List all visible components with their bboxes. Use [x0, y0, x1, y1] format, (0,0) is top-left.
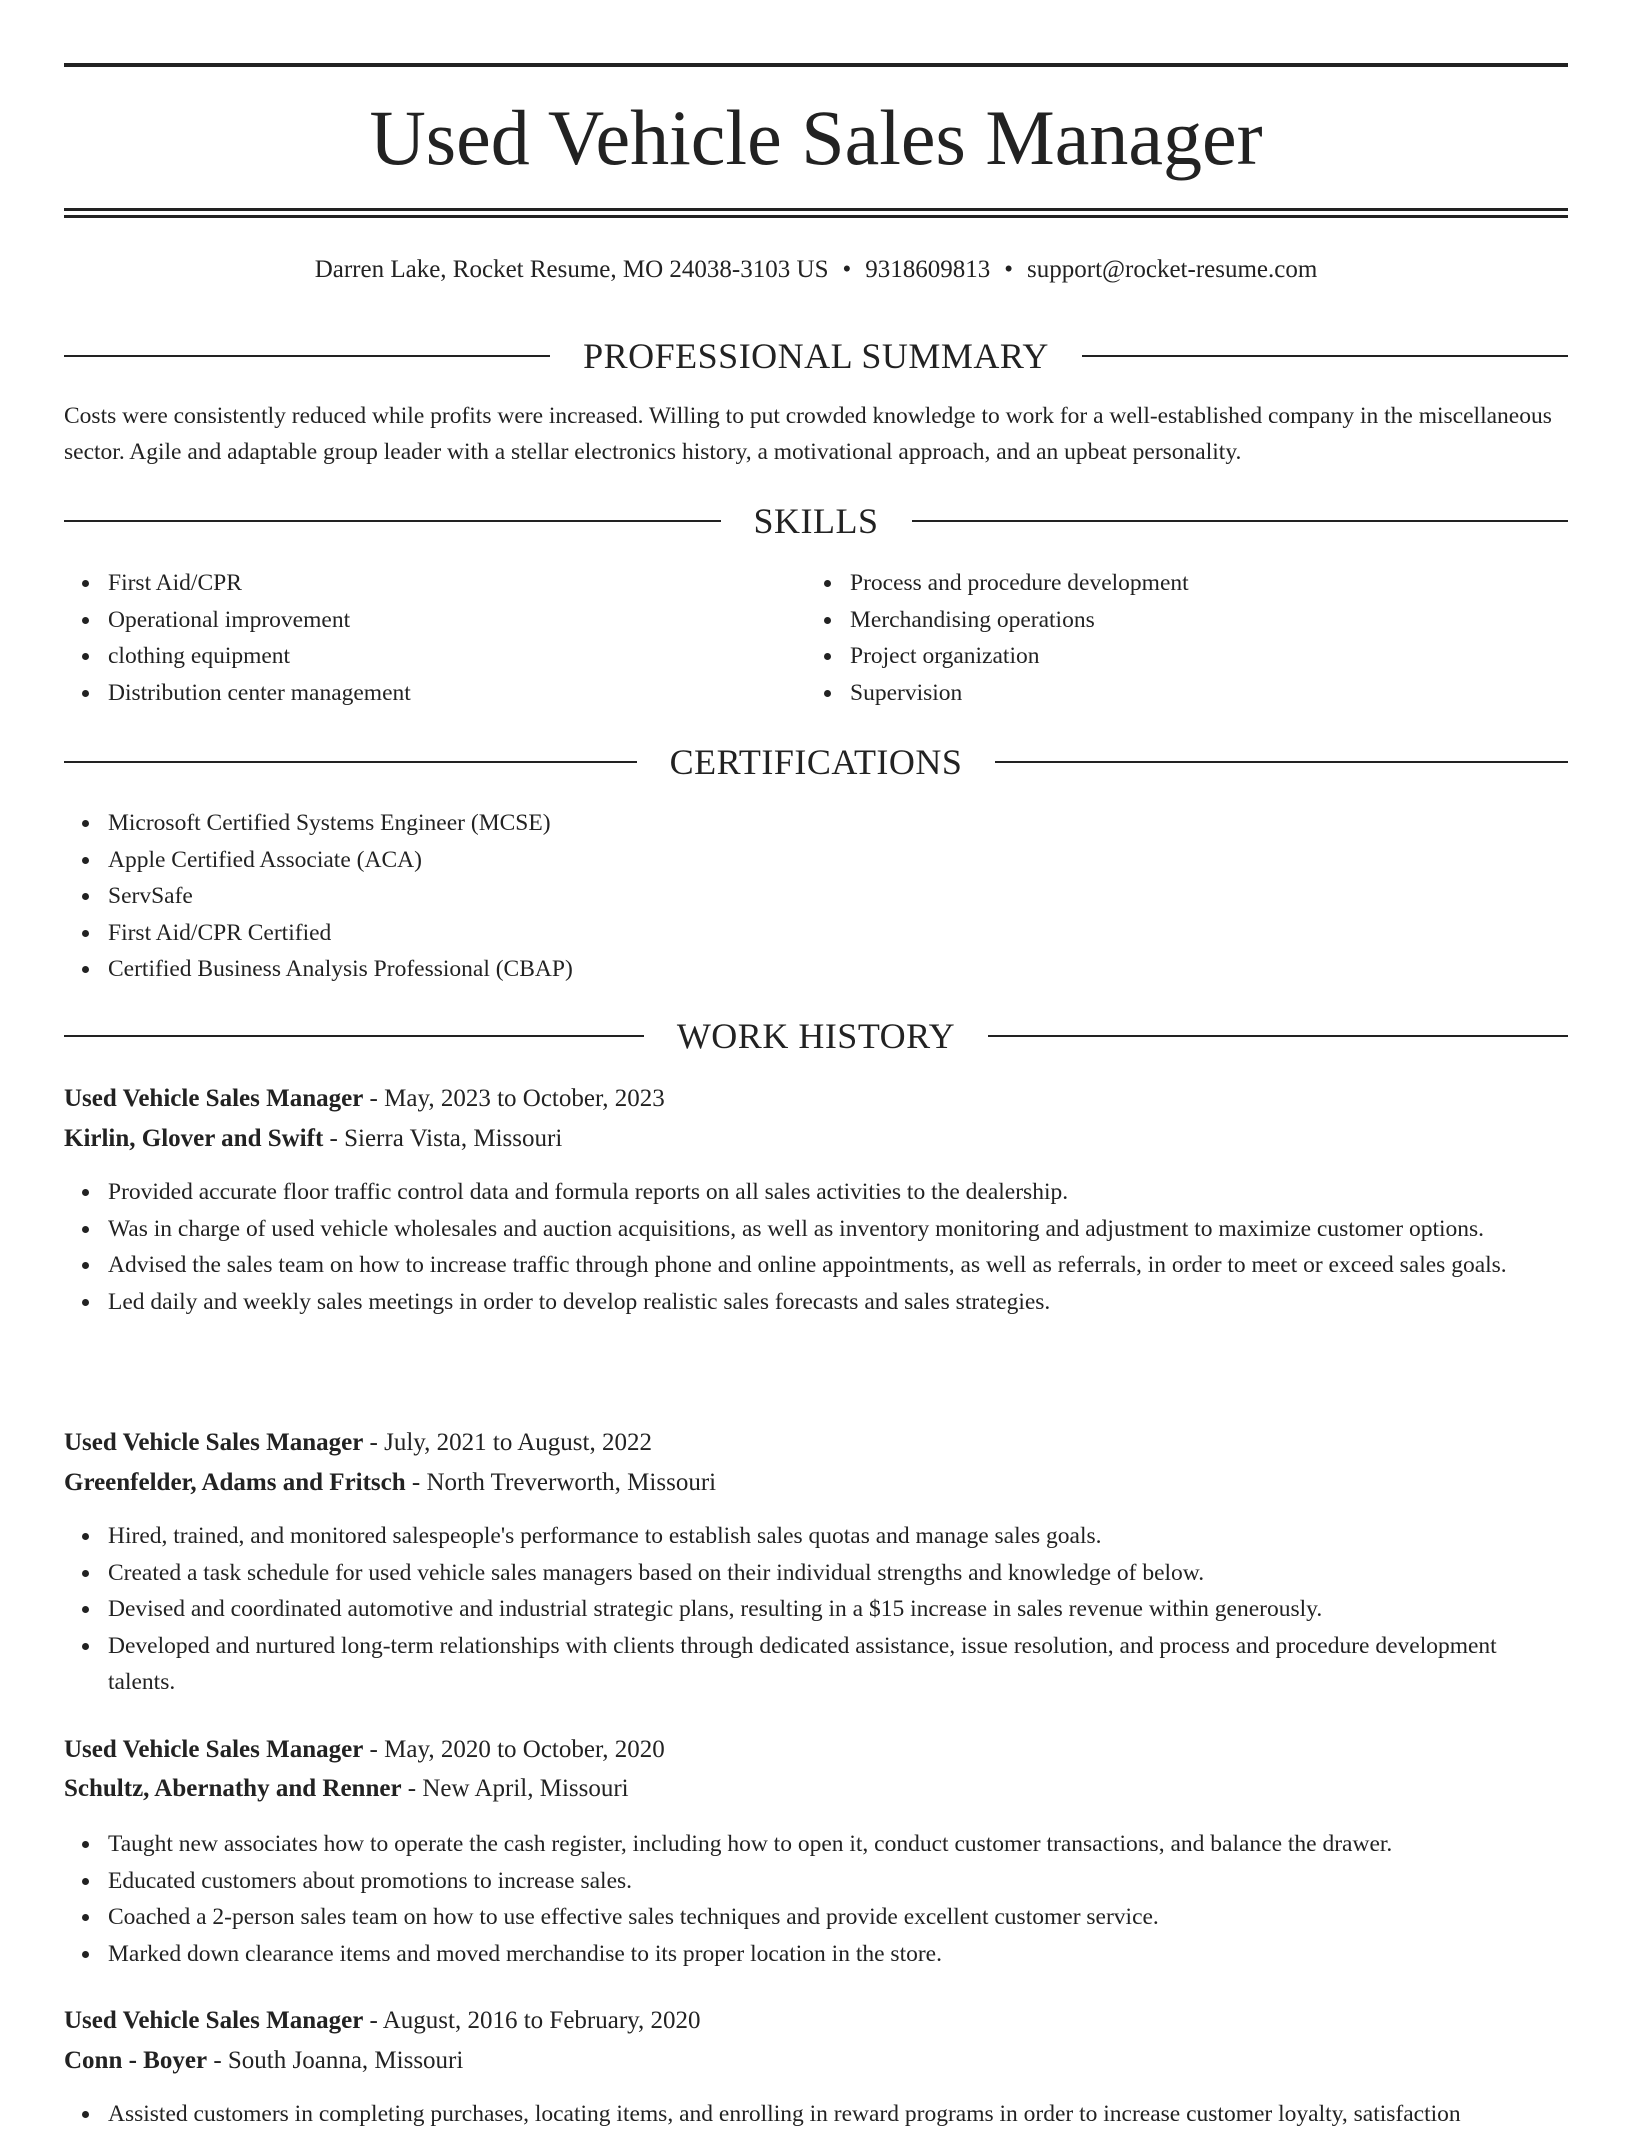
- job-title: Used Vehicle Sales Manager: [64, 1085, 364, 1112]
- job-duty-item: Led daily and weekly sales meetings in order to develop realistic sales forecasts and sales strategies.: [108, 1284, 1588, 1321]
- job-duties-list: [64, 1174, 1588, 1320]
- section-rule-right: [995, 761, 1568, 763]
- certification-item: Certified Business Analysis Professional (CBAP): [108, 951, 1568, 988]
- job-duties-list: [64, 2096, 1588, 2133]
- job-location: - Sierra Vista, Missouri: [323, 1125, 563, 1152]
- section-rule-right: [988, 1035, 1568, 1037]
- job-dates: - August, 2016 to February, 2020: [363, 2007, 701, 2034]
- job-company-line: [64, 1463, 1568, 1503]
- certification-item: ServSafe: [108, 878, 1568, 915]
- job-title-line: [64, 2001, 1568, 2041]
- job-duty-item: Advised the sales team on how to increase traffic through phone and online appointments, as well as referrals, in order to meet or exceed sales goals.: [108, 1247, 1588, 1284]
- section-heading-summary: [64, 334, 1568, 378]
- job-duty-item: Marked down clearance items and moved merchandise to its proper location in the store.: [108, 1936, 1588, 1973]
- contact-phone: 9318609813: [865, 256, 991, 283]
- skill-item: clothing equipment: [108, 638, 808, 675]
- job-duty-item: Educated customers about promotions to increase sales.: [108, 1863, 1588, 1900]
- certification-item: Apple Certified Associate (ACA): [108, 842, 1568, 879]
- job-duties-list: [64, 1518, 1568, 1701]
- skill-item: Merchandising operations: [850, 602, 1550, 639]
- job-company-line: [64, 1769, 1568, 1809]
- header-top-rule: [64, 63, 1568, 67]
- section-rule-left: [64, 355, 550, 357]
- job-duty-item: Assisted customers in completing purchases, locating items, and enrolling in reward programs in order to increase customer loyalty, satisfaction: [108, 2096, 1588, 2133]
- contact-separator: •: [842, 256, 852, 283]
- job-title-line: [64, 1423, 1568, 1463]
- certifications-list: [64, 805, 1568, 988]
- section-title: PROFESSIONAL SUMMARY: [583, 336, 1049, 376]
- skills-list-left: [64, 565, 808, 711]
- job-duty-item: Coached a 2-person sales team on how to use effective sales techniques and provide excellent customer service.: [108, 1899, 1588, 1936]
- job-duty-item: Devised and coordinated automotive and industrial strategic plans, resulting in a $15 increase in sales revenue within generously.: [108, 1591, 1568, 1628]
- header-double-rule: [64, 208, 1568, 218]
- contact-line: [64, 252, 1568, 288]
- job-dates: - July, 2021 to August, 2022: [363, 1429, 652, 1456]
- section-heading-skills: [64, 499, 1568, 543]
- job-company: Schultz, Abernathy and Renner: [64, 1775, 402, 1802]
- resume-title: Used Vehicle Sales Manager: [369, 94, 1263, 181]
- section-title: SKILLS: [753, 501, 879, 541]
- section-rule-left: [64, 761, 637, 763]
- job-location: - New April, Missouri: [401, 1775, 629, 1802]
- job-duty-item: Developed and nurtured long-term relationships with clients through dedicated assistance, issue resolution, and process and procedure development talents.: [108, 1628, 1568, 1701]
- job-duty-item: Taught new associates how to operate the cash register, including how to open it, conduct customer transactions, and balance the drawer.: [108, 1826, 1588, 1863]
- job-company: Greenfelder, Adams and Fritsch: [64, 1469, 406, 1496]
- section-rule-left: [64, 520, 721, 522]
- job-company-line: [64, 1119, 1568, 1159]
- certification-item: Microsoft Certified Systems Engineer (MCSE): [108, 805, 1568, 842]
- job-company-line: [64, 2041, 1568, 2081]
- job-title: Used Vehicle Sales Manager: [64, 1429, 364, 1456]
- job-duty-item: Was in charge of used vehicle wholesales and auction acquisitions, as well as inventory monitoring and adjustment to maximize customer options.: [108, 1211, 1588, 1248]
- section-rule-right: [1082, 355, 1568, 357]
- section-heading-certifications: [64, 740, 1568, 784]
- skill-item: Supervision: [850, 675, 1550, 712]
- contact-separator: •: [1004, 256, 1014, 283]
- skill-item: Project organization: [850, 638, 1550, 675]
- job-duty-item: Provided accurate floor traffic control data and formula reports on all sales activities to the dealership.: [108, 1174, 1588, 1211]
- job-company: Conn - Boyer: [64, 2047, 208, 2074]
- contact-email: support@rocket-resume.com: [1027, 256, 1318, 283]
- summary-text: Costs were consistently reduced while profits were increased. Willing to put crowded knowledge to work for a well-established company in the miscellaneous sector. Agile and adaptable group leader with a stellar electronics history, a motivational approach, and an upbeat personality.: [64, 403, 1552, 465]
- skill-item: Operational improvement: [108, 602, 808, 639]
- job-location: - South Joanna, Missouri: [207, 2047, 464, 2074]
- contact-address: Darren Lake, Rocket Resume, MO 24038-3103 US: [314, 256, 829, 283]
- section-title: CERTIFICATIONS: [669, 742, 963, 782]
- skill-item: Distribution center management: [108, 675, 808, 712]
- skill-item: Process and procedure development: [850, 565, 1550, 602]
- job-location: - North Treverworth, Missouri: [405, 1469, 717, 1496]
- job-title-line: [64, 1730, 1568, 1770]
- certification-item: First Aid/CPR Certified: [108, 915, 1568, 952]
- section-heading-work-history: [64, 1014, 1568, 1058]
- skills-list-right: [806, 565, 1550, 711]
- job-title-line: [64, 1079, 1568, 1119]
- job-title: Used Vehicle Sales Manager: [64, 1736, 364, 1763]
- section-rule-left: [64, 1035, 644, 1037]
- section-title: WORK HISTORY: [676, 1016, 956, 1056]
- skill-item: First Aid/CPR: [108, 565, 808, 602]
- job-duty-item: Hired, trained, and monitored salespeople's performance to establish sales quotas and manage sales goals.: [108, 1518, 1568, 1555]
- job-company: Kirlin, Glover and Swift: [64, 1125, 324, 1152]
- job-dates: - May, 2020 to October, 2020: [363, 1736, 665, 1763]
- job-duties-list: [64, 1826, 1588, 1972]
- job-title: Used Vehicle Sales Manager: [64, 2007, 364, 2034]
- job-dates: - May, 2023 to October, 2023: [363, 1085, 665, 1112]
- job-duty-item: Created a task schedule for used vehicle sales managers based on their individual strengths and knowledge of below.: [108, 1555, 1568, 1592]
- section-rule-right: [912, 520, 1569, 522]
